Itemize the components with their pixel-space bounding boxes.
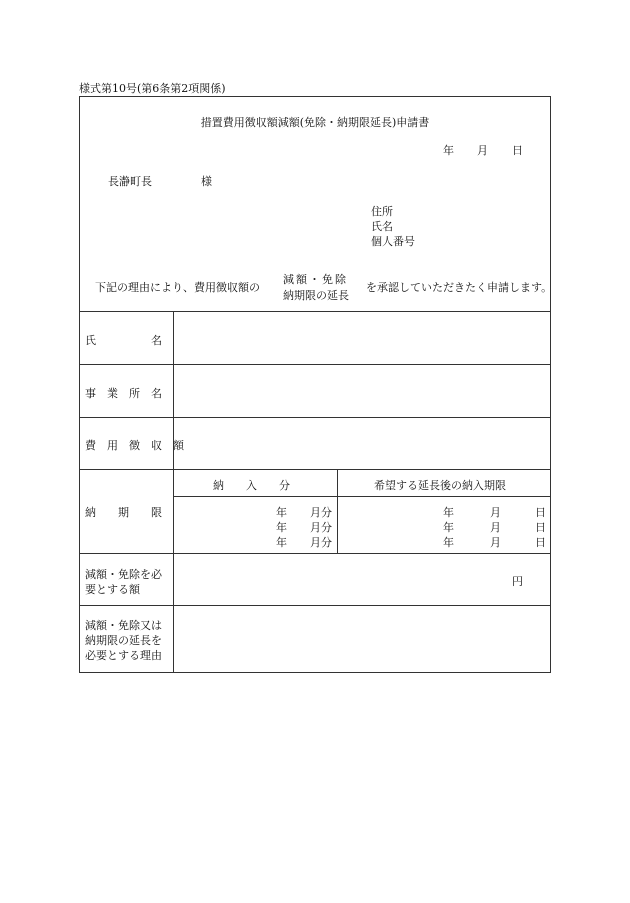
request-option-extension: 納期限の延長: [283, 289, 349, 302]
desired-row-year: 年: [443, 506, 454, 519]
form-title: 措置費用徴収額減額(免除・納期限延長)申請書: [200, 116, 430, 129]
fee-amount-field[interactable]: [174, 418, 550, 469]
addressee-honorific: 様: [201, 175, 212, 188]
payment-row-year: 年: [276, 506, 287, 519]
date-year: 年: [443, 144, 454, 157]
date-day: 日: [512, 144, 523, 157]
payment-row-month: 月分: [310, 506, 332, 519]
yen-unit: 円: [512, 575, 523, 588]
office-name-field[interactable]: [174, 365, 550, 417]
reduction-amount-label: 減額・免除を必: [85, 568, 162, 581]
payment-row-month: 月分: [310, 536, 332, 549]
applicant-number-label: 個人番号: [371, 235, 415, 248]
divider: [173, 496, 551, 497]
request-prefix: 下記の理由により、費用徴収額の: [95, 281, 260, 294]
desired-row-day: 日: [535, 506, 546, 519]
payment-row-year: 年: [276, 536, 287, 549]
column-divider: [337, 469, 338, 553]
addressee-name: 長瀞町長: [108, 175, 152, 188]
reduction-amount-label: 要とする額: [85, 583, 140, 596]
desired-row-month: 月: [490, 506, 501, 519]
office-label: 事 業 所 名: [85, 387, 162, 400]
payment-row-month: 月分: [310, 521, 332, 534]
applicant-address-label: 住所: [371, 205, 393, 218]
desired-row-day: 日: [535, 536, 546, 549]
reduction-amount-field[interactable]: [174, 554, 504, 605]
name-field[interactable]: [174, 312, 550, 364]
request-option-reduction: 減額・免除: [283, 273, 348, 286]
divider: [79, 469, 551, 470]
reason-label: 減額・免除又は: [85, 619, 162, 632]
request-suffix: を承認していただきたく申請します。: [366, 281, 553, 294]
payment-row-year: 年: [276, 521, 287, 534]
desired-deadline-header: 希望する延長後の納入期限: [374, 479, 506, 492]
desired-row-day: 日: [535, 521, 546, 534]
fee-label: 費 用 徴 収 額: [85, 439, 184, 452]
date-month: 月: [477, 144, 488, 157]
applicant-name-label: 氏名: [371, 220, 393, 233]
name-label: 氏 名: [85, 334, 162, 347]
form-number: 様式第10号(第6条第2項関係): [79, 82, 226, 95]
desired-row-month: 月: [490, 536, 501, 549]
reason-label: 納期限の延長を: [85, 634, 162, 647]
reason-field[interactable]: [174, 606, 550, 672]
due-date-label: 納 期 限: [85, 506, 162, 519]
payment-header: 納 入 分: [213, 479, 290, 492]
desired-row-year: 年: [443, 536, 454, 549]
desired-row-month: 月: [490, 521, 501, 534]
reason-label: 必要とする理由: [85, 649, 162, 662]
desired-row-year: 年: [443, 521, 454, 534]
